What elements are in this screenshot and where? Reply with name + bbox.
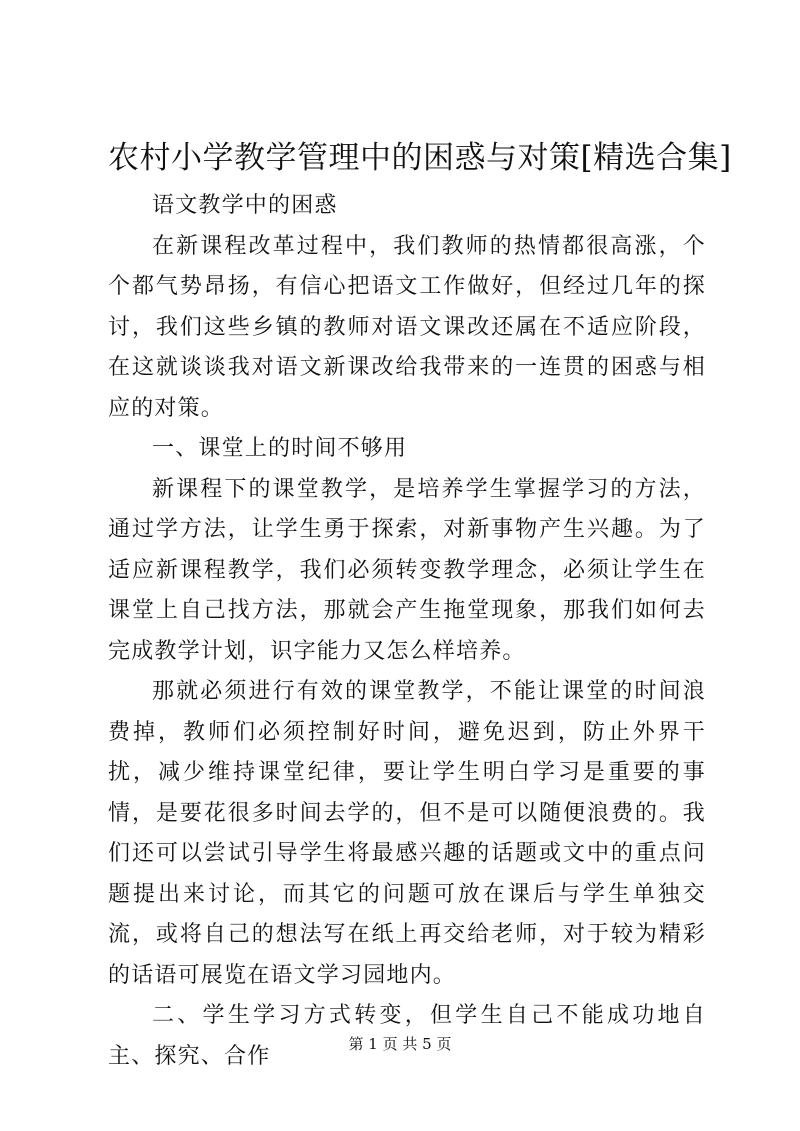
document-page <box>108 0 732 1131</box>
body-paragraph: 新课程下的课堂教学，是培养学生掌握学习的方法，通过学方法，让学生勇于探索，对新事物产生兴趣。为了适应新课程教学，我们必须转变教学理念，必须让学生在课堂上自己找方法，那就会产生拖堂现象，那我们如何去完成教学计划，识字能力又怎么样培养。 <box>108 476 706 664</box>
document-body <box>108 186 706 1077</box>
section-heading: 语文教学中的困惑 <box>152 193 338 218</box>
section-heading: 二、学生学习方式转变，但学生自己不能成功地自主、探究、合作 <box>108 1003 706 1069</box>
section-heading: 一、课堂上的时间不够用 <box>152 436 408 461</box>
body-paragraph: 在新课程改革过程中，我们教师的热情都很高涨，个个都气势昂扬，有信心把语文工作做好，但经过几年的探讨，我们这些乡镇的教师对语文课改还属在不适应阶段，在这就谈谈我对语文新课改给我带来的一连贯的困惑与相应的对策。 <box>108 233 706 421</box>
body-paragraph: 那就必须进行有效的课堂教学，不能让课堂的时间浪费掉，教师们必须控制好时间，避免迟到，防止外界干扰，减少维持课堂纪律，要让学生明白学习是重要的事情，是要花很多时间去学的，但不是可以随便浪费的。我们还可以尝试引导学生将最感兴趣的话题或文中的重点问题提出来讨论，而其它的问题可放在课后与学生单独交流，或将自己的想法写在纸上再交给老师，对于较为精彩的话语可展览在语文学习园地内。 <box>108 679 706 988</box>
document-title: 农村小学教学管理中的困惑与对策[精选合集] <box>108 140 732 176</box>
page-number-footer: 第 1 页 共 5 页 <box>348 1035 452 1053</box>
